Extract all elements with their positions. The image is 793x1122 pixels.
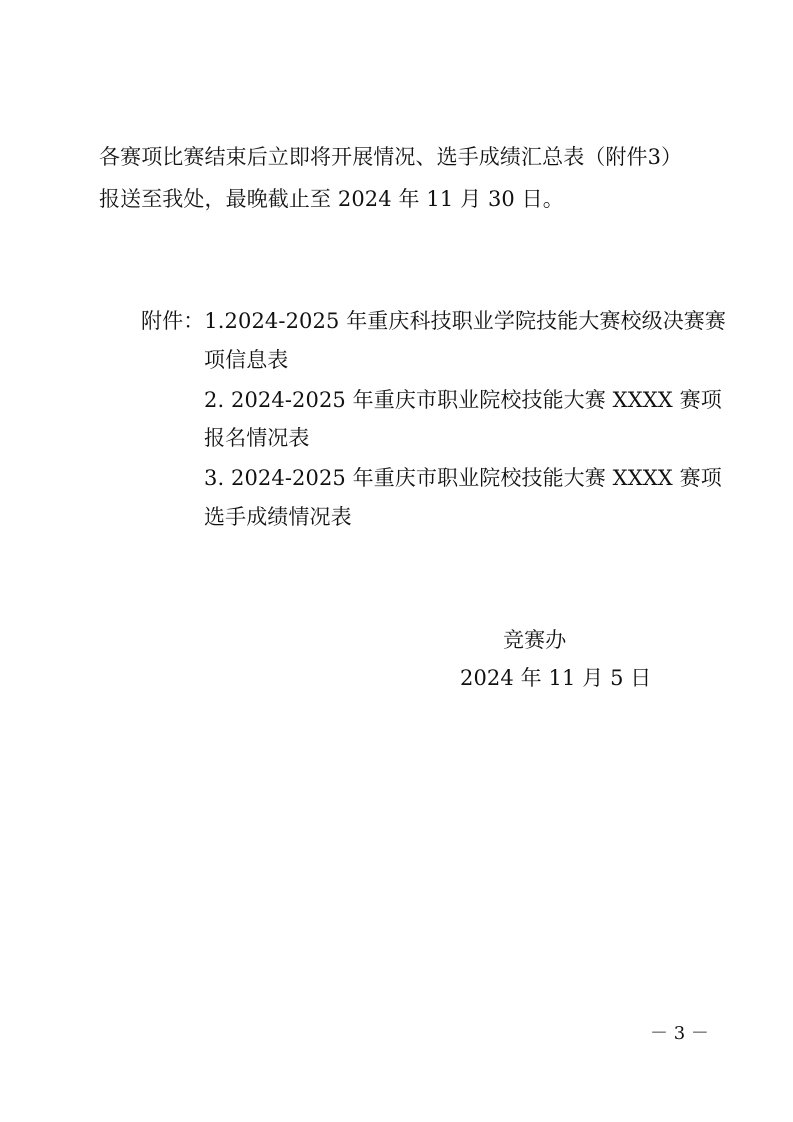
body-line-1: 各赛项比赛结束后立即将开展情况、选手成绩汇总表（附件3） (99, 145, 683, 169)
attachment-item-3: 3. 2024-2025 年重庆市职业院校技能大赛 XXXX 赛项 (204, 466, 722, 490)
attachment-item-1: 附件：1.2024-2025 年重庆科技职业学院技能大赛校级决赛赛 (141, 309, 726, 333)
signature-date: 2024 年 11 月 5 日 (460, 666, 652, 690)
attachment-item-1-continued: 项信息表 (204, 348, 289, 372)
signature-org: 竞赛办 (503, 628, 567, 652)
attachment-item-2-continued: 报名情况表 (204, 426, 310, 450)
page-number: － 3 － (650, 1023, 709, 1044)
attachment-item-3-continued: 选手成绩情况表 (204, 505, 352, 529)
attachment-item-2: 2. 2024-2025 年重庆市职业院校技能大赛 XXXX 赛项 (204, 388, 722, 412)
body-line-2: 报送至我处，最晚截止至 2024 年 11 月 30 日。 (99, 187, 564, 211)
